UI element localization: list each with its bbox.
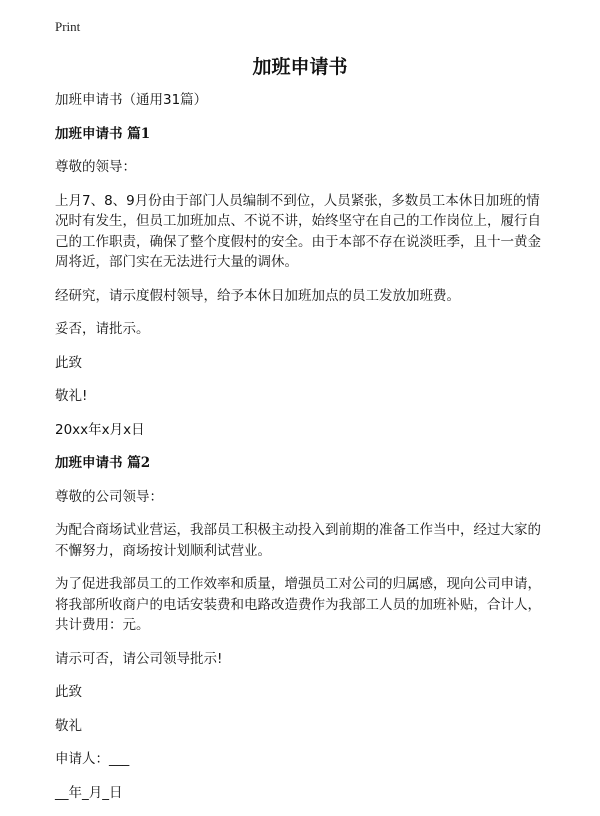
closing-line: 此致 — [55, 354, 82, 371]
paragraph: 为了促进我部员工的工作效率和质量，增强员工对公司的归属感，现向公司申请，将我部所收商户的电话安装费和电路改造费作为我部工人员的加班补贴，合计人，共计费用：元。 — [55, 576, 541, 633]
date-line: __年_月_日 — [55, 784, 123, 801]
paragraph: 妥否，请批示。 — [55, 321, 150, 337]
applicant-line: 申请人：___ — [55, 751, 130, 767]
paragraph: 请示可否，请公司领导批示! — [55, 650, 223, 667]
document-title: 加班申请书 — [252, 56, 348, 78]
document-body — [55, 90, 550, 816]
print-link[interactable]: Print — [55, 19, 81, 34]
section-heading: 加班申请书 篇1 — [55, 125, 151, 142]
closing-line: 敬礼! — [55, 388, 88, 404]
paragraph: 为配合商场试业营运，我部员工积极主动投入到前期的准备工作当中，经过大家的不懈努力，商场按计划顺利试营业。 — [55, 522, 541, 559]
paragraph: 上月7、8、9月份由于部门人员编制不到位，人员紧张，多数员工本休日加班的情况时有发生，但员工加班加点、不说不讲，始终坚守在自己的工作岗位上，履行自己的工作职责，确保了整个度假村的安全。由于本部不存在说淡旺季，且十一黄金周将近，部门实在无法进行大量的调休。 — [55, 192, 541, 270]
section-heading: 加班申请书 篇2 — [55, 455, 151, 471]
document-subtitle: 加班申请书（通用31篇） — [55, 92, 208, 108]
salutation: 尊敬的公司领导： — [55, 488, 163, 505]
date-line: 20xx年x月x日 — [55, 421, 145, 438]
paragraph: 经研究，请示度假村领导，给予本休日加班加点的员工发放加班费。 — [55, 287, 460, 304]
closing-line: 敬礼 — [55, 717, 82, 734]
closing-line: 此致 — [55, 684, 82, 700]
salutation: 尊敬的领导： — [55, 159, 136, 175]
